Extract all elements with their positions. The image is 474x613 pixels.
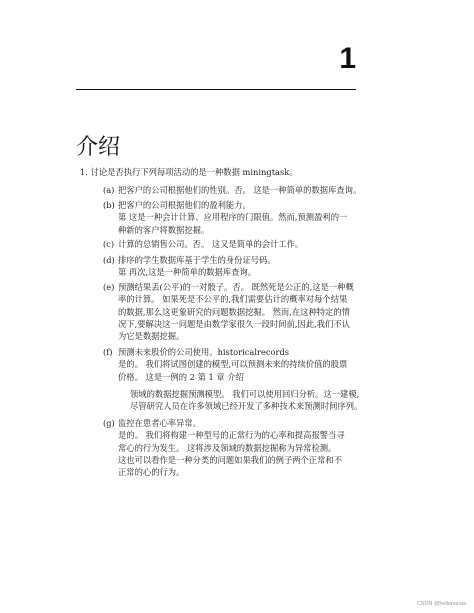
item-line: 的数据,那么这更象研究的问题数据挖掘。 然而,在这种特定的情 xyxy=(118,306,350,317)
paragraph-line: 领域的数据挖掘预测模型。 我们可以使用回归分析。这一建模, xyxy=(130,389,360,399)
continuation-paragraph xyxy=(130,388,362,413)
item-label: (g) xyxy=(103,418,115,428)
item-line: 第 这是一种会计计算、应用程序的门限值。然而,预测盈利的一 xyxy=(118,212,348,223)
item-line: 价格。 这是一例的 2 第 1 章 介绍 xyxy=(118,371,244,382)
item-line: 把客户的公司根据他们的性别。否。 这是一种简单的数据库查询。 xyxy=(118,185,362,195)
paragraph-line: 尽管研究人员在许多领域已经开发了多种技术来预测时间序列。 xyxy=(130,401,363,412)
item-line: 为它是数据挖掘。 xyxy=(118,331,185,342)
item-line: 把客户的公司根据他们的盈利能力。 xyxy=(118,200,251,210)
item-line: 监控在患者心率异常。 xyxy=(118,418,201,428)
item-body xyxy=(118,417,345,478)
item-line: 排序的学生数据库基于学生的身份证号码。 xyxy=(118,255,276,265)
watermark-text: CSDN @hellenorsia xyxy=(416,601,466,607)
chapter-number: 1 xyxy=(339,42,356,75)
item-body xyxy=(118,199,347,236)
question-text: 1. 讨论是否执行下列每项活动的是一种数据 miningtask。 xyxy=(80,167,298,177)
item-body xyxy=(118,254,276,279)
item-line: 常心的行为发生。 这将涉及领域的数据挖掘称为异常检测。 xyxy=(118,442,337,453)
item-line: 是的。 我们将构建一种型号的正常行为的心率和提高报警当寻 xyxy=(118,430,345,441)
item-line: 预测结果丢(公平)的一对骰子。否。 既然死是公正的,这是一种概 xyxy=(118,282,354,292)
item-line: 这也可以看作是一种分类的问题如果我们的例子两个正常和不 xyxy=(118,454,343,465)
item-line: 正常的心的行为。 xyxy=(118,467,185,478)
item-line: 计算的总销售公司。否。 这又是简单的会计工作。 xyxy=(118,239,304,249)
item-line: 率的计算。 如果死是不公平的,我们需要估计的概率对每个结果 xyxy=(118,294,348,305)
item-body xyxy=(118,238,303,250)
chapter-title: 介绍 xyxy=(76,135,121,160)
item-body xyxy=(118,184,361,196)
item-body xyxy=(118,346,347,383)
item-line: 是的。 我们将试图创建的模型,可以预测未来的持续价值的股票 xyxy=(118,359,348,370)
item-label: (b) xyxy=(103,200,115,210)
item-line: 况下,要解决这一问题是由数学家很久一段时间前,因此,我们不认 xyxy=(118,318,350,329)
item-label: (d) xyxy=(103,255,115,265)
item-body xyxy=(118,281,354,342)
item-label: (f) xyxy=(103,347,113,357)
chapter-rule xyxy=(76,89,356,90)
item-line: 预测未来股价的公司使用。historicalrecords xyxy=(118,347,290,357)
item-label: (c) xyxy=(103,239,115,249)
item-label: (e) xyxy=(103,282,115,292)
item-label: (a) xyxy=(103,185,115,195)
item-line: 种新的客户将数据挖掘。 xyxy=(118,224,210,235)
item-line: 第 再次,这是一种简单的数据库查询。 xyxy=(118,267,257,278)
